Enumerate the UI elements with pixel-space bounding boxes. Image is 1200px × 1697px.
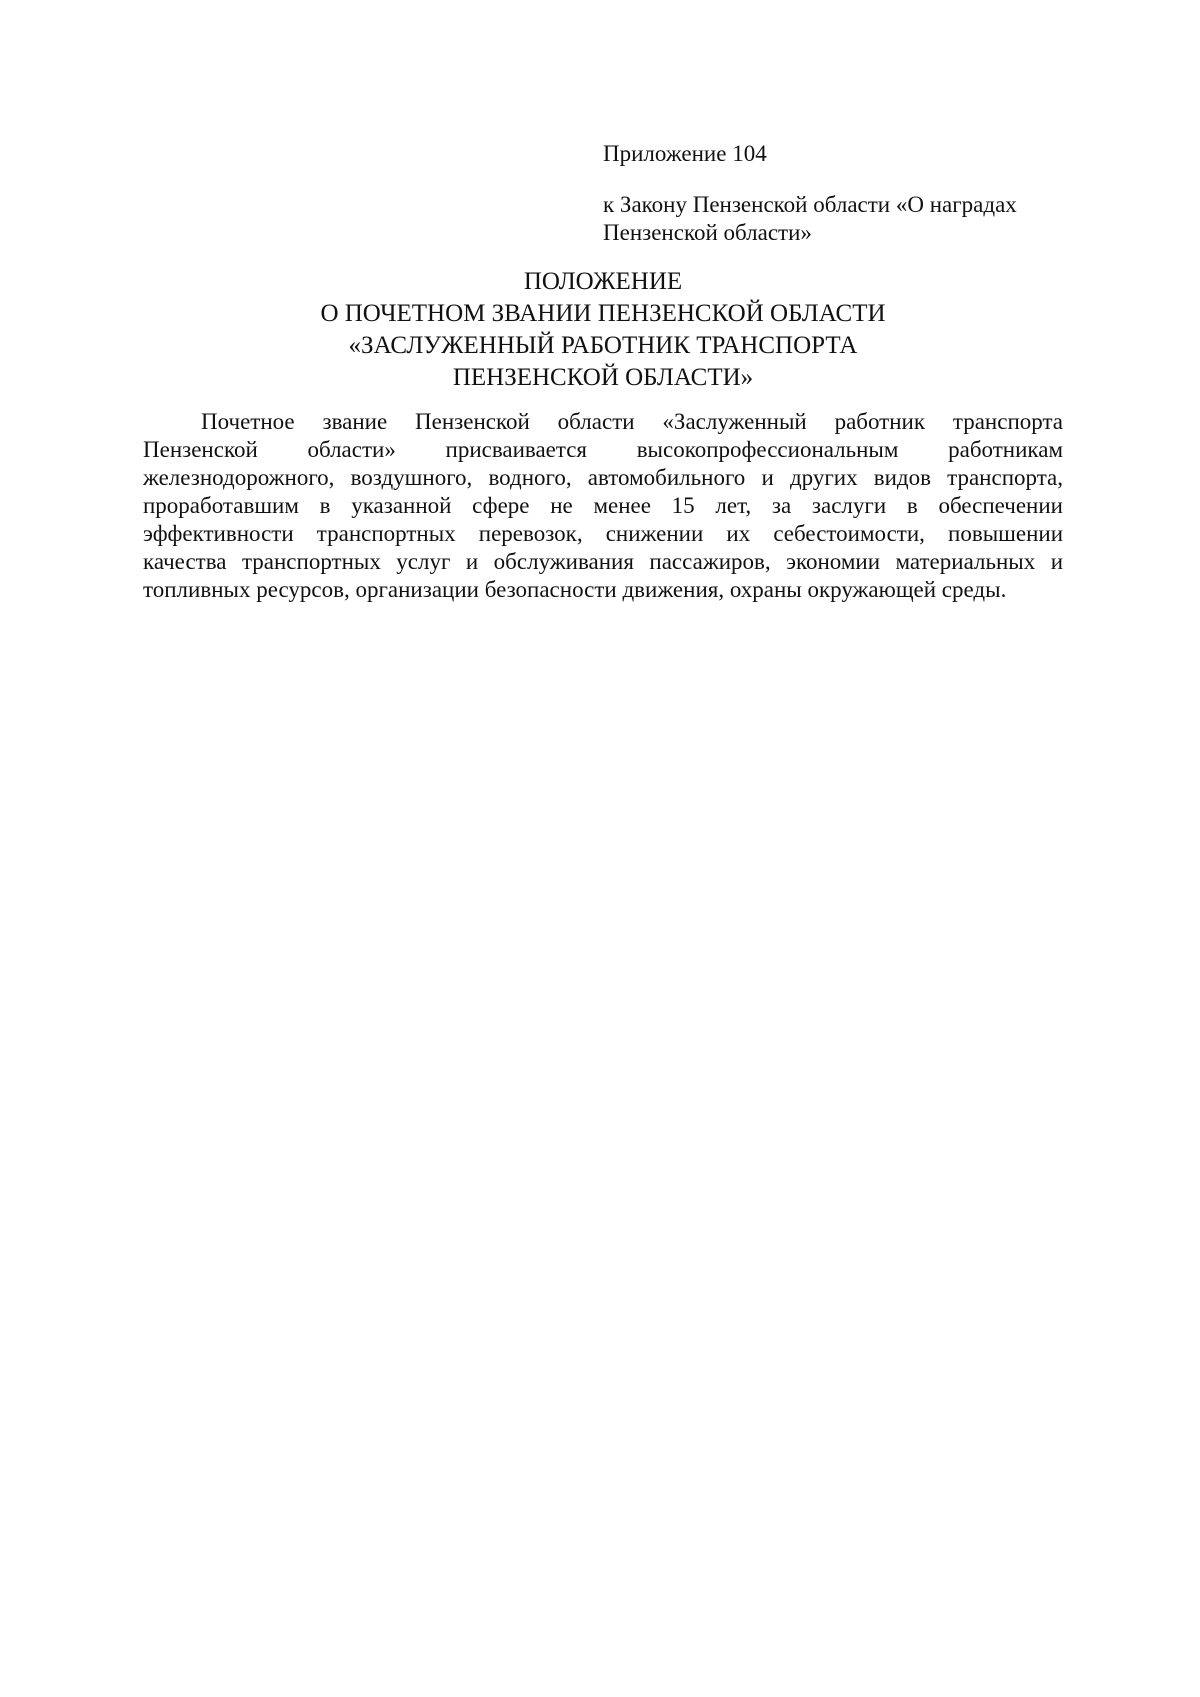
law-reference-line: Пензенской области» [603,220,812,245]
law-reference [603,191,1073,247]
title-line: О ПОЧЕТНОМ ЗВАНИИ ПЕНЗЕНСКОЙ ОБЛАСТИ [320,300,886,327]
paragraph-line: топливных ресурсов, организации безопасности движения, охраны окружающей среды. [143,577,1007,602]
paragraph-line: эффективности транспортных перевозок, снижении их себестоимости, повышении [143,521,1063,546]
title-line: ПЕНЗЕНСКОЙ ОБЛАСТИ» [452,364,754,391]
paragraph-line: проработавшим в указанной сфере не менее 15 лет, за заслуги в обеспечении [143,493,1063,518]
paragraph-line: Пензенской области» присваивается высокопрофессиональным работникам [143,437,1063,462]
title-line: «ЗАСЛУЖЕННЫЙ РАБОТНИК ТРАНСПОРТА [348,332,858,359]
appendix-label: Приложение 104 [603,141,767,166]
paragraph-line: качества транспортных услуг и обслуживания пассажиров, экономии материальных и [143,549,1063,574]
document-title [143,266,1063,394]
law-reference-line: к Закону Пензенской области «О наградах [603,192,1017,217]
paragraph-line: железнодорожного, воздушного, водного, автомобильного и других видов транспорта, [143,465,1063,490]
paragraph-line: Почетное звание Пензенской области «Заслуженный работник транспорта [201,409,1063,434]
title-line: ПОЛОЖЕНИЕ [523,268,683,295]
body-paragraph [143,408,1063,604]
